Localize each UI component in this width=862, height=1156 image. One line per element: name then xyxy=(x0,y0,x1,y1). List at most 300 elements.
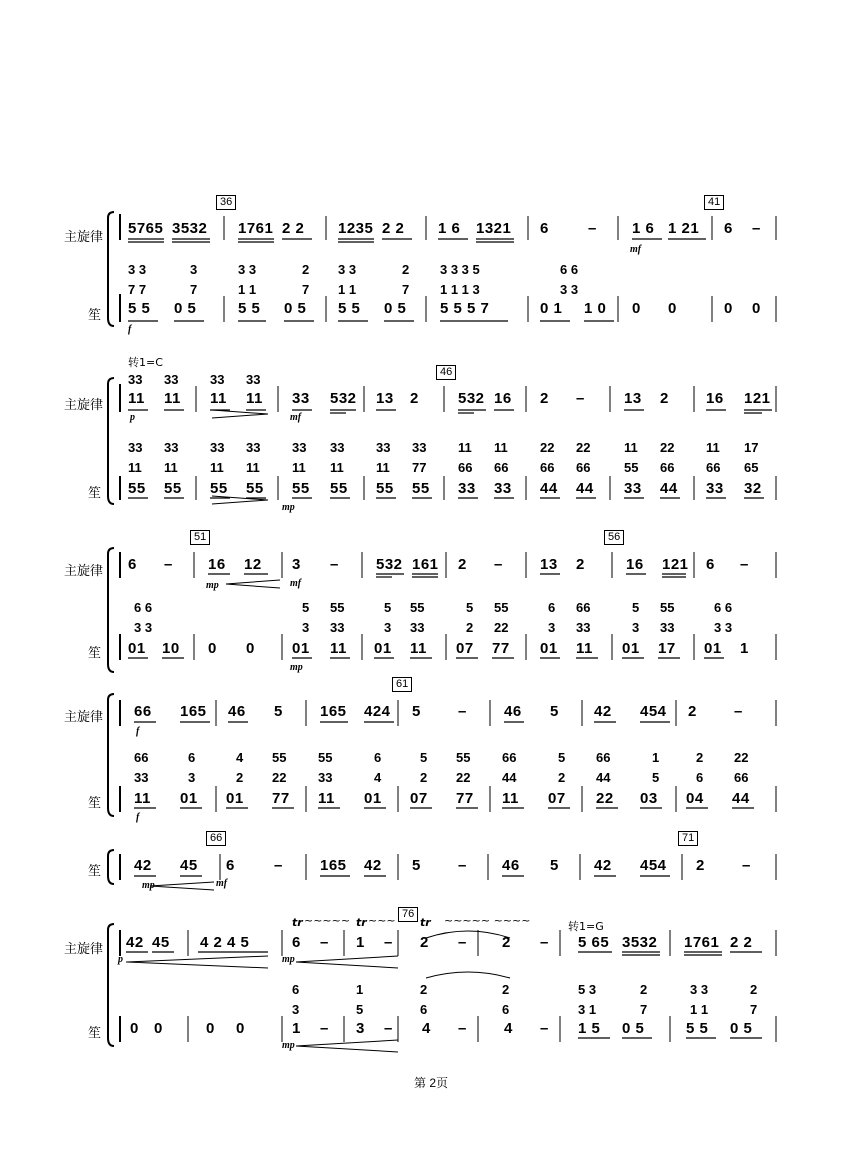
note-main: 6 xyxy=(128,556,137,573)
note-harmony: 5 xyxy=(558,750,566,765)
note-bass: 22 xyxy=(596,790,614,807)
note-main: 16 xyxy=(626,556,644,573)
note-harmony: 6 6 xyxy=(134,600,153,615)
note-harmony: 66 xyxy=(494,460,509,475)
note-bass: 33 xyxy=(706,480,724,497)
note-main: 1 6 xyxy=(438,220,461,237)
label-main-melody: 主旋律 xyxy=(64,230,104,245)
note-harmony: 5 xyxy=(652,770,660,785)
note-bass: 55 xyxy=(376,480,394,497)
dynamic-mark: mf xyxy=(216,878,228,889)
note-bass: 77 xyxy=(456,790,474,807)
note-harmony: 11 xyxy=(624,440,638,455)
note-harmony: 2 xyxy=(420,770,428,785)
note-main: 3 xyxy=(292,556,301,573)
note-harmony: 3 3 xyxy=(128,262,147,277)
note-main: 2 2 xyxy=(282,220,305,237)
note-main: 42 xyxy=(594,703,612,720)
note-bass: 1 xyxy=(740,640,749,657)
note-bass: 0 5 xyxy=(384,300,407,317)
note-harmony: 55 xyxy=(410,600,425,615)
rehearsal-mark: 51 xyxy=(190,530,210,545)
note-harmony: 11 xyxy=(164,460,178,475)
rehearsal-mark: 46 xyxy=(436,365,456,380)
note-bass: 0 xyxy=(246,640,255,657)
note-bass: 33 xyxy=(624,480,642,497)
dynamic-mark: mp xyxy=(282,502,295,513)
note-bass: 11 xyxy=(318,790,335,807)
note-main: 165 xyxy=(180,703,207,720)
note-harmony: 7 7 xyxy=(128,282,147,297)
note-bass: 55 xyxy=(292,480,310,497)
note-bass: 5 xyxy=(412,857,421,874)
note-harmony: 11 xyxy=(330,460,344,475)
note-harmony: 2 xyxy=(696,750,704,765)
note-harmony: 33 xyxy=(330,620,345,635)
note-harmony: 5 xyxy=(466,600,474,615)
note-harmony: 55 xyxy=(494,600,509,615)
note-bass: 2 xyxy=(696,857,705,874)
note-bass: 01 xyxy=(226,790,244,807)
note-harmony: 66 xyxy=(540,460,555,475)
note-harmony: 7 xyxy=(402,282,410,297)
note-bass: 44 xyxy=(540,480,558,497)
note-main: 161 xyxy=(412,556,439,573)
note-bass: 0 xyxy=(154,1020,163,1037)
trill-wave: ~~~~~ xyxy=(304,914,351,927)
note-main: 2 2 xyxy=(730,934,753,951)
note-harmony: 1 1 xyxy=(338,282,357,297)
note-main: 11 xyxy=(246,390,263,407)
note-main: – xyxy=(576,390,585,407)
note-bass: 5 5 xyxy=(128,300,151,317)
note-main: 16 xyxy=(494,390,512,407)
note-harmony: 11 xyxy=(458,440,472,455)
note-main: 2 xyxy=(502,934,511,951)
note-bass: 01 xyxy=(540,640,558,657)
rehearsal-mark: 41 xyxy=(704,195,724,210)
label-main-melody: 主旋律 xyxy=(64,942,104,957)
note-bass: 77 xyxy=(492,640,510,657)
note-harmony: 6 xyxy=(502,1002,510,1017)
note-harmony: 5 xyxy=(420,750,428,765)
note-main: 66 xyxy=(134,703,152,720)
note-main: 5765 xyxy=(128,220,164,237)
note-bass: 46 xyxy=(502,857,520,874)
note-harmony: 66 xyxy=(596,750,611,765)
rehearsal-mark: 56 xyxy=(604,530,624,545)
note-bass: 55 xyxy=(330,480,348,497)
label-main-melody: 主旋律 xyxy=(64,564,104,579)
note-bass: 3 xyxy=(356,1020,365,1037)
note-harmony: 6 xyxy=(696,770,704,785)
note-bass: 01 xyxy=(180,790,198,807)
dynamic-mark: mp xyxy=(290,662,303,673)
note-main: – xyxy=(752,220,761,237)
note-harmony: 3 3 xyxy=(134,620,153,635)
note-main: 3532 xyxy=(172,220,208,237)
note-main: 46 xyxy=(504,703,522,720)
trill-wave: ~~~~~ ~~~~ xyxy=(444,914,531,927)
note-main: 11 xyxy=(210,390,227,407)
note-harmony: 33 xyxy=(246,440,261,455)
note-harmony: 22 xyxy=(734,750,749,765)
note-harmony: 1 xyxy=(652,750,660,765)
note-bass: 0 xyxy=(752,300,761,317)
note-main: 532 xyxy=(330,390,357,407)
note-harmony: 11 xyxy=(246,460,260,475)
note-harmony: 3 3 xyxy=(714,620,733,635)
note-harmony: 22 xyxy=(540,440,555,455)
note-main: – xyxy=(540,934,549,951)
note-bass: 07 xyxy=(456,640,474,657)
trill-mark: tr xyxy=(356,916,367,929)
note-bass: 33 xyxy=(458,480,476,497)
note-harmony: 33 xyxy=(164,440,179,455)
note-bass: 5 5 xyxy=(686,1020,709,1037)
note-bass: 07 xyxy=(548,790,566,807)
note-main: 2 xyxy=(576,556,585,573)
note-bass: 0 xyxy=(130,1020,139,1037)
note-bass: 11 xyxy=(134,790,151,807)
note-harmony: 55 xyxy=(660,600,675,615)
note-harmony: 22 xyxy=(576,440,591,455)
note-bass: 4 xyxy=(504,1020,513,1037)
note-main: 11 xyxy=(128,390,145,407)
note-main: – xyxy=(734,703,743,720)
note-harmony: 7 xyxy=(302,282,310,297)
note-harmony: 33 xyxy=(410,620,425,635)
note-bass: 44 xyxy=(732,790,750,807)
note-bass: 0 xyxy=(208,640,217,657)
dynamic-mark: mf xyxy=(630,244,642,255)
note-harmony: 33 xyxy=(292,440,307,455)
note-harmony: 11 xyxy=(210,460,224,475)
rehearsal-mark: 76 xyxy=(398,907,418,922)
note-harmony: 7 xyxy=(190,282,198,297)
note-main: 13 xyxy=(540,556,558,573)
note-bass: 0 xyxy=(236,1020,245,1037)
note-main: 424 xyxy=(364,703,391,720)
note-harmony: 2 xyxy=(236,770,244,785)
note-main: – xyxy=(740,556,749,573)
note-bass: 07 xyxy=(410,790,428,807)
note-harmony: 3 1 xyxy=(578,1002,597,1017)
label-sheng: 笙 xyxy=(88,486,102,501)
dynamic-mark: mf xyxy=(290,578,302,589)
note-main: 532 xyxy=(376,556,403,573)
dynamic-mark: f xyxy=(136,726,140,737)
note-main: 5 65 xyxy=(578,934,610,951)
label-sheng: 笙 xyxy=(88,864,102,879)
note-bass: 11 xyxy=(502,790,519,807)
note-main: 454 xyxy=(640,703,667,720)
trill-wave: ~~~ xyxy=(368,914,396,927)
note-bass: 11 xyxy=(330,640,347,657)
note-harmony: 2 xyxy=(640,982,648,997)
note-harmony: 6 xyxy=(548,600,556,615)
note-bass: 17 xyxy=(658,640,676,657)
note-bass: 55 xyxy=(128,480,146,497)
note-main: 46 xyxy=(228,703,246,720)
note-harmony: 5 xyxy=(384,600,392,615)
note-harmony: 6 xyxy=(374,750,382,765)
note-harmony: 5 xyxy=(302,600,310,615)
note-bass: 42 xyxy=(594,857,612,874)
note-bass: 5 xyxy=(550,857,559,874)
note-harmony: 3 3 xyxy=(338,262,357,277)
note-bass: 0 xyxy=(206,1020,215,1037)
note-bass: 165 xyxy=(320,857,347,874)
dynamic-mark: mp xyxy=(282,1040,295,1051)
note-bass: 6 xyxy=(226,857,235,874)
note-harmony: 33 xyxy=(134,770,149,785)
note-main: – xyxy=(458,934,467,951)
note-harmony: 33 xyxy=(128,440,143,455)
note-bass: 0 xyxy=(632,300,641,317)
note-bass: 0 5 xyxy=(622,1020,645,1037)
dynamic-mark: mp xyxy=(142,880,155,891)
note-main: 6 xyxy=(292,934,301,951)
note-harmony: 33 xyxy=(376,440,391,455)
note-main: – xyxy=(330,556,339,573)
note-main: 12 xyxy=(244,556,262,573)
note-main: 1 xyxy=(356,934,365,951)
note-bass: 11 xyxy=(410,640,427,657)
note-main: – xyxy=(458,703,467,720)
note-harmony: 11 xyxy=(706,440,720,455)
note-bass: 5 5 xyxy=(338,300,361,317)
note-bass: 44 xyxy=(660,480,678,497)
note-main: – xyxy=(384,934,393,951)
note-harmony: 22 xyxy=(272,770,287,785)
note-harmony: 33 xyxy=(412,440,427,455)
label-main-melody: 主旋律 xyxy=(64,710,104,725)
note-main: 2 xyxy=(660,390,669,407)
note-harmony: 66 xyxy=(458,460,473,475)
note-harmony: 3 3 3 5 xyxy=(440,262,480,277)
note-bass: 11 xyxy=(576,640,593,657)
note-bass: 0 5 xyxy=(730,1020,753,1037)
note-main: 3532 xyxy=(622,934,658,951)
note-main: 13 xyxy=(376,390,394,407)
dynamic-mark: p xyxy=(130,412,135,423)
note-harmony: 66 xyxy=(660,460,675,475)
note-harmony: 66 xyxy=(134,750,149,765)
label-sheng: 笙 xyxy=(88,308,102,323)
key-change: 转1=G xyxy=(568,920,604,933)
note-main: 6 xyxy=(706,556,715,573)
note-harmony: 6 6 xyxy=(560,262,579,277)
note-bass: 55 xyxy=(210,480,228,497)
note-main: 5 xyxy=(274,703,283,720)
note-harmony: 7 xyxy=(640,1002,648,1017)
note-bass: – xyxy=(458,1020,467,1037)
note-bass: 33 xyxy=(494,480,512,497)
label-sheng: 笙 xyxy=(88,646,102,661)
note-main: 532 xyxy=(458,390,485,407)
note-harmony: 11 xyxy=(128,460,142,475)
note-harmony: 2 xyxy=(750,982,758,997)
note-harmony: 2 xyxy=(420,982,428,997)
note-main: 1761 xyxy=(684,934,720,951)
note-main: 121 xyxy=(744,390,771,407)
note-harmony: 2 xyxy=(402,262,410,277)
note-harmony: 33 xyxy=(660,620,675,635)
note-bass: 45 xyxy=(180,857,198,874)
note-harmony: 6 6 xyxy=(714,600,733,615)
note-main: 45 xyxy=(152,934,170,951)
note-bass: – xyxy=(274,857,283,874)
note-harmony: 3 3 xyxy=(560,282,579,297)
dynamic-mark: mp xyxy=(282,954,295,965)
note-bass: 10 xyxy=(162,640,180,657)
note-main: 1 6 xyxy=(632,220,655,237)
note-main-upper: 33 xyxy=(128,372,143,387)
note-harmony: 55 xyxy=(330,600,345,615)
note-main: 13 xyxy=(624,390,642,407)
note-harmony: 22 xyxy=(456,770,471,785)
note-harmony: 44 xyxy=(502,770,517,785)
note-harmony: 3 xyxy=(188,770,196,785)
note-bass: 04 xyxy=(686,790,704,807)
note-harmony: 1 1 xyxy=(690,1002,709,1017)
note-main: 5 xyxy=(550,703,559,720)
note-bass: 1 5 xyxy=(578,1020,601,1037)
note-bass: 01 xyxy=(374,640,392,657)
note-bass: 44 xyxy=(576,480,594,497)
note-bass: 01 xyxy=(622,640,640,657)
note-main: 6 xyxy=(540,220,549,237)
note-main: 16 xyxy=(706,390,724,407)
note-main: 1235 xyxy=(338,220,374,237)
note-harmony: 66 xyxy=(502,750,517,765)
note-harmony: 7 xyxy=(750,1002,758,1017)
note-main-upper: 33 xyxy=(210,372,225,387)
note-main: – xyxy=(320,934,329,951)
rehearsal-mark: 71 xyxy=(678,831,698,846)
note-bass: – xyxy=(742,857,751,874)
note-harmony: 1 1 1 3 xyxy=(440,282,480,297)
page-number: 第 2页 xyxy=(413,1076,448,1090)
note-bass: 55 xyxy=(412,480,430,497)
note-harmony: 3 3 xyxy=(690,982,709,997)
note-main: 5 xyxy=(412,703,421,720)
label-sheng: 笙 xyxy=(88,796,102,811)
note-bass: 1 0 xyxy=(584,300,607,317)
note-harmony: 11 xyxy=(494,440,508,455)
note-harmony: 33 xyxy=(210,440,225,455)
note-harmony: 55 xyxy=(318,750,333,765)
note-main: 2 2 xyxy=(382,220,405,237)
note-harmony: 66 xyxy=(706,460,721,475)
dynamic-mark: f xyxy=(136,812,140,823)
note-bass: 42 xyxy=(134,857,152,874)
note-main: 2 xyxy=(540,390,549,407)
note-harmony: 3 xyxy=(190,262,198,277)
note-main: 6 xyxy=(724,220,733,237)
dynamic-mark: f xyxy=(128,324,132,335)
note-harmony: 5 xyxy=(632,600,640,615)
note-harmony: 1 1 xyxy=(238,282,257,297)
note-harmony: 22 xyxy=(494,620,509,635)
dynamic-mark: mp xyxy=(206,580,219,591)
note-bass: – xyxy=(458,857,467,874)
note-harmony: 1 xyxy=(356,982,364,997)
dynamic-mark: p xyxy=(118,954,123,965)
note-harmony: 55 xyxy=(272,750,287,765)
note-main: 2 xyxy=(420,934,429,951)
key-change: 转1=C xyxy=(128,356,163,369)
note-main-upper: 33 xyxy=(246,372,261,387)
note-harmony: 3 xyxy=(292,1002,300,1017)
note-harmony: 66 xyxy=(734,770,749,785)
note-bass: 01 xyxy=(704,640,722,657)
note-bass: 01 xyxy=(128,640,146,657)
note-bass: 55 xyxy=(246,480,264,497)
note-bass: 1 xyxy=(292,1020,301,1037)
note-harmony: 2 xyxy=(558,770,566,785)
note-harmony: 33 xyxy=(576,620,591,635)
note-bass: 0 xyxy=(724,300,733,317)
note-main-upper: 33 xyxy=(164,372,179,387)
rehearsal-mark: 61 xyxy=(392,677,412,692)
note-harmony: 3 xyxy=(632,620,640,635)
note-harmony: 33 xyxy=(330,440,345,455)
trill-mark: tr xyxy=(292,916,303,929)
rehearsal-mark: 66 xyxy=(206,831,226,846)
note-harmony: 5 3 xyxy=(578,982,597,997)
note-main: 1321 xyxy=(476,220,512,237)
note-main: 1 21 xyxy=(668,220,700,237)
note-harmony: 4 xyxy=(236,750,244,765)
note-harmony: 17 xyxy=(744,440,759,455)
note-harmony: 2 xyxy=(466,620,474,635)
note-main: 4 2 4 5 xyxy=(200,934,250,951)
note-bass: 77 xyxy=(272,790,290,807)
note-main: 42 xyxy=(126,934,144,951)
note-harmony: 33 xyxy=(318,770,333,785)
note-bass: 5 5 xyxy=(238,300,261,317)
note-main: 165 xyxy=(320,703,347,720)
note-harmony: 2 xyxy=(502,982,510,997)
note-harmony: 6 xyxy=(292,982,300,997)
note-harmony: 6 xyxy=(188,750,196,765)
rehearsal-mark: 36 xyxy=(216,195,236,210)
note-harmony: 3 xyxy=(384,620,392,635)
note-main: 16 xyxy=(208,556,226,573)
note-bass: 4 xyxy=(422,1020,431,1037)
note-main: – xyxy=(164,556,173,573)
note-main: – xyxy=(588,220,597,237)
note-bass: – xyxy=(384,1020,393,1037)
note-bass: 0 xyxy=(668,300,677,317)
note-harmony: 66 xyxy=(576,460,591,475)
note-harmony: 3 xyxy=(302,620,310,635)
note-bass: 03 xyxy=(640,790,658,807)
note-harmony: 44 xyxy=(596,770,611,785)
note-main: – xyxy=(494,556,503,573)
note-harmony: 11 xyxy=(376,460,390,475)
note-bass: 0 1 xyxy=(540,300,563,317)
note-main: 121 xyxy=(662,556,689,573)
note-main: 2 xyxy=(458,556,467,573)
note-main: 2 xyxy=(688,703,697,720)
note-bass: 0 5 xyxy=(174,300,197,317)
note-harmony: 22 xyxy=(660,440,675,455)
note-harmony: 55 xyxy=(624,460,639,475)
trill-mark: tr xyxy=(420,916,431,929)
